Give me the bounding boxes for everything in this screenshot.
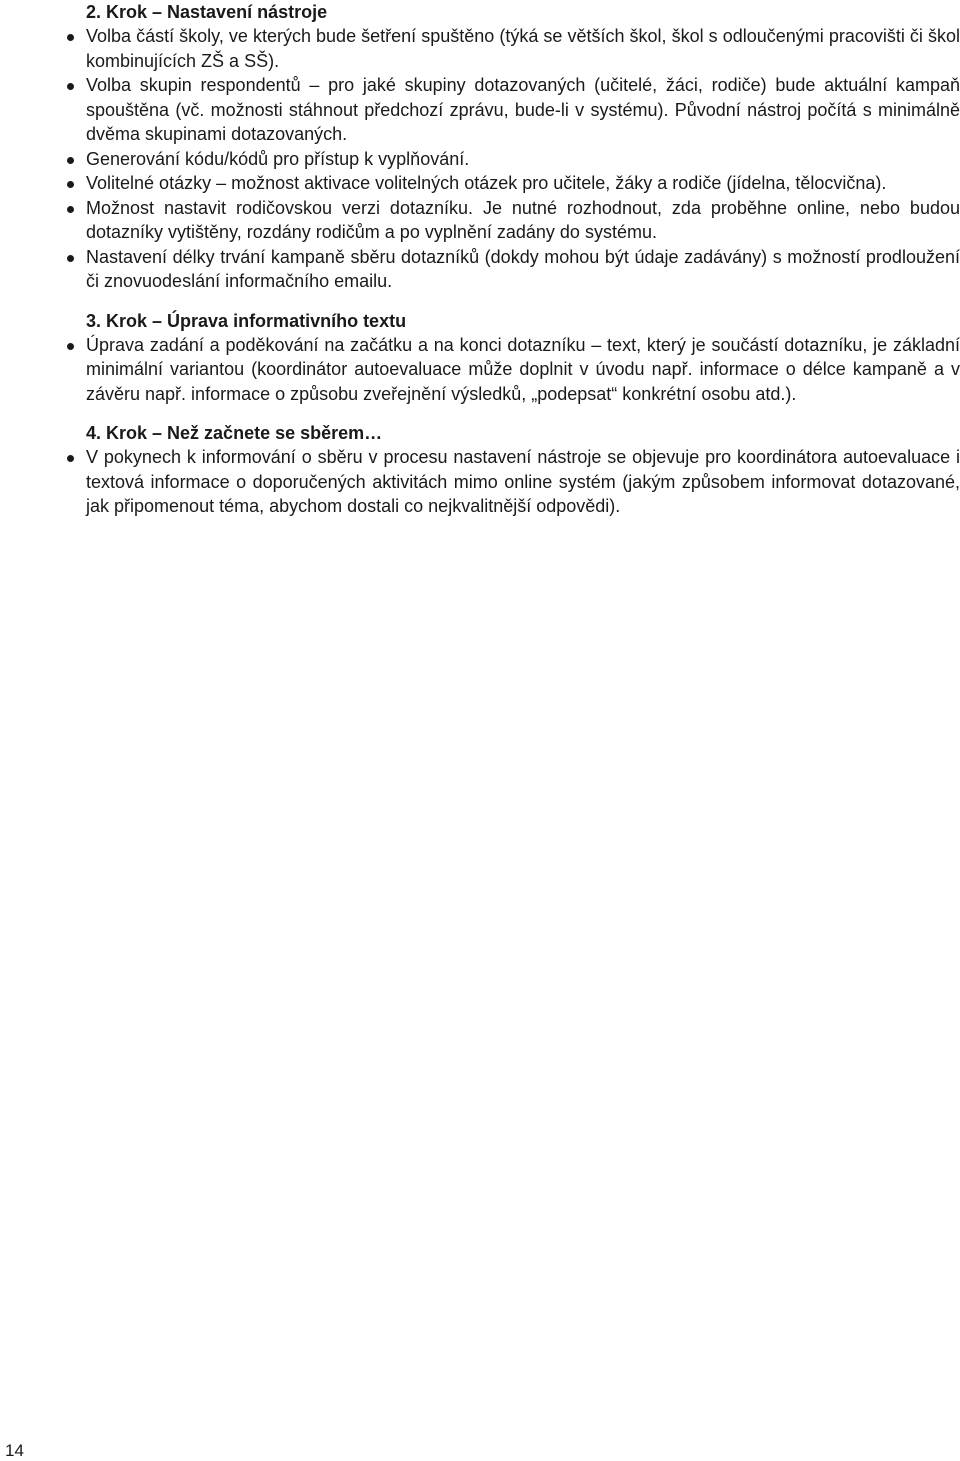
section-heading: 4. Krok – Než začnete se sběrem…	[86, 423, 383, 443]
section-step-3	[65, 309, 960, 407]
page-number: 14	[5, 1441, 24, 1460]
list-item: Nastavení délky trvání kampaně sběru dotazníků (dokdy mohou být údaje zadávány) s možností prodloužení či znovuodeslání informačního emailu.	[65, 245, 960, 294]
section-heading: 2. Krok – Nastavení nástroje	[86, 2, 328, 22]
bullet-list	[65, 333, 960, 407]
list-item: V pokynech k informování o sběru v procesu nastavení nástroje se objevuje pro koordinátora autoevaluace i textová informace o doporučených aktivitách mimo online systém (jakým způsobem informovat dotazované, jak připomenout téma, abychom dostali co nejkvalitnější odpovědi).	[65, 445, 960, 519]
list-item: Generování kódu/kódů pro přístup k vyplňování.	[65, 147, 960, 172]
section-step-4	[65, 421, 960, 519]
page-content	[65, 0, 960, 519]
list-item: Volba skupin respondentů – pro jaké skupiny dotazovaných (učitelé, žáci, rodiče) bude aktuální kampaň spouštěna (vč. možnosti stáhnout předchozí zprávu, bude-li v systému). Původní nástroj počítá s minimálně dvěma skupinami dotazovaných.	[65, 73, 960, 147]
list-item: Volba částí školy, ve kterých bude šetření spuštěno (týká se větších škol, škol s odloučenými pracovišti či škol kombinujících ZŠ a SŠ).	[65, 24, 960, 73]
list-item: Možnost nastavit rodičovskou verzi dotazníku. Je nutné rozhodnout, zda proběhne online, nebo budou dotazníky vytištěny, rozdány rodičům a po vyplnění zadány do systému.	[65, 196, 960, 245]
list-item: Volitelné otázky – možnost aktivace volitelných otázek pro učitele, žáky a rodiče (jídelna, tělocvična).	[65, 171, 960, 196]
bullet-list	[65, 24, 960, 294]
section-heading: 3. Krok – Úprava informativního textu	[86, 310, 407, 331]
bullet-list	[65, 445, 960, 519]
section-step-2	[65, 0, 960, 294]
list-item: Úprava zadání a poděkování na začátku a na konci dotazníku – text, který je součástí dotazníku, je základní minimální variantou (koordinátor autoevaluace může doplnit v úvodu např. informace o délce kampaně a v závěru např. informace o způsobu zveřejnění výsledků, „podepsat“ konkrétní osobu atd.).	[65, 333, 960, 407]
